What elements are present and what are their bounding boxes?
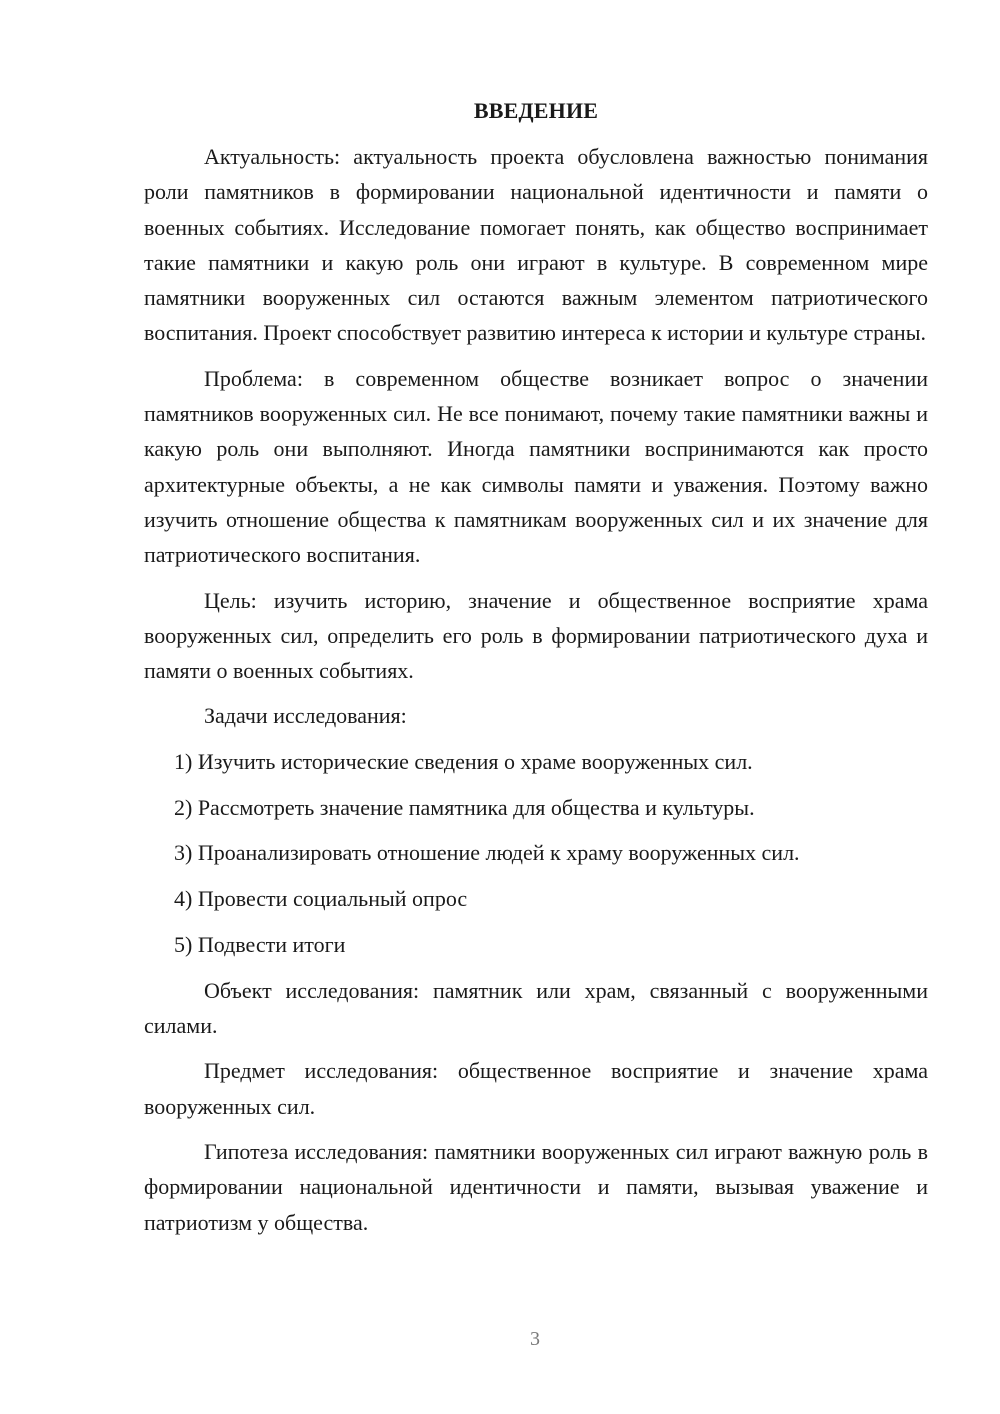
subject-paragraph: Предмет исследования: общественное восприятие и значение храма вооруженных сил.	[144, 1058, 928, 1119]
problem-paragraph: Проблема: в современном обществе возникает вопрос о значении памятников вооруженных сил. Не все понимают, почему такие памятники важны и какую роль они выполняют. Иногда памятники воспринимаются как просто архитектурные объекты, а не как символы памяти и уважения. Поэтому важно изучить отношение общества к памятникам вооруженных сил и их значение для патриотического воспитания.	[144, 365, 928, 568]
list-item: 3) Проанализировать отношение людей к храму вооруженных сил.	[174, 840, 800, 866]
object-paragraph: Объект исследования: памятник или храм, связанный с вооруженными силами.	[144, 977, 928, 1039]
hypothesis-paragraph: Гипотеза исследования: памятники вооруженных сил играют важную роль в формировании национальной идентичности и памяти, вызывая уважение и патриотизм у общества.	[144, 1138, 928, 1235]
list-item: 5) Подвести итоги	[174, 931, 346, 957]
list-item: 4) Провести социальный опрос	[174, 886, 468, 912]
page-title: ВВЕДЕНИЕ	[473, 98, 599, 123]
tasks-heading: Задачи исследования:	[204, 703, 407, 729]
document-page	[144, 95, 928, 1250]
page-number: 3	[530, 1328, 540, 1350]
list-item: 1) Изучить исторические сведения о храме вооруженных сил.	[174, 748, 753, 774]
list-item: 2) Рассмотреть значение памятника для общества и культуры.	[174, 794, 755, 820]
relevance-paragraph: Актуальность: актуальность проекта обусловлена важностью понимания роли памятников в формировании национальной идентичности и памяти о военных событиях. Исследование помогает понять, как общество воспринимает такие памятники и какую роль они играют в культуре. В современном мире памятники вооруженных сил остаются важным элементом патриотического воспитания. Проект способствует развитию интереса к истории и культуре страны.	[144, 144, 928, 346]
goal-paragraph: Цель: изучить историю, значение и общественное восприятие храма вооруженных сил, определить его роль в формировании патриотического духа и памяти о военных событиях.	[144, 587, 928, 684]
tasks-list	[144, 744, 928, 962]
